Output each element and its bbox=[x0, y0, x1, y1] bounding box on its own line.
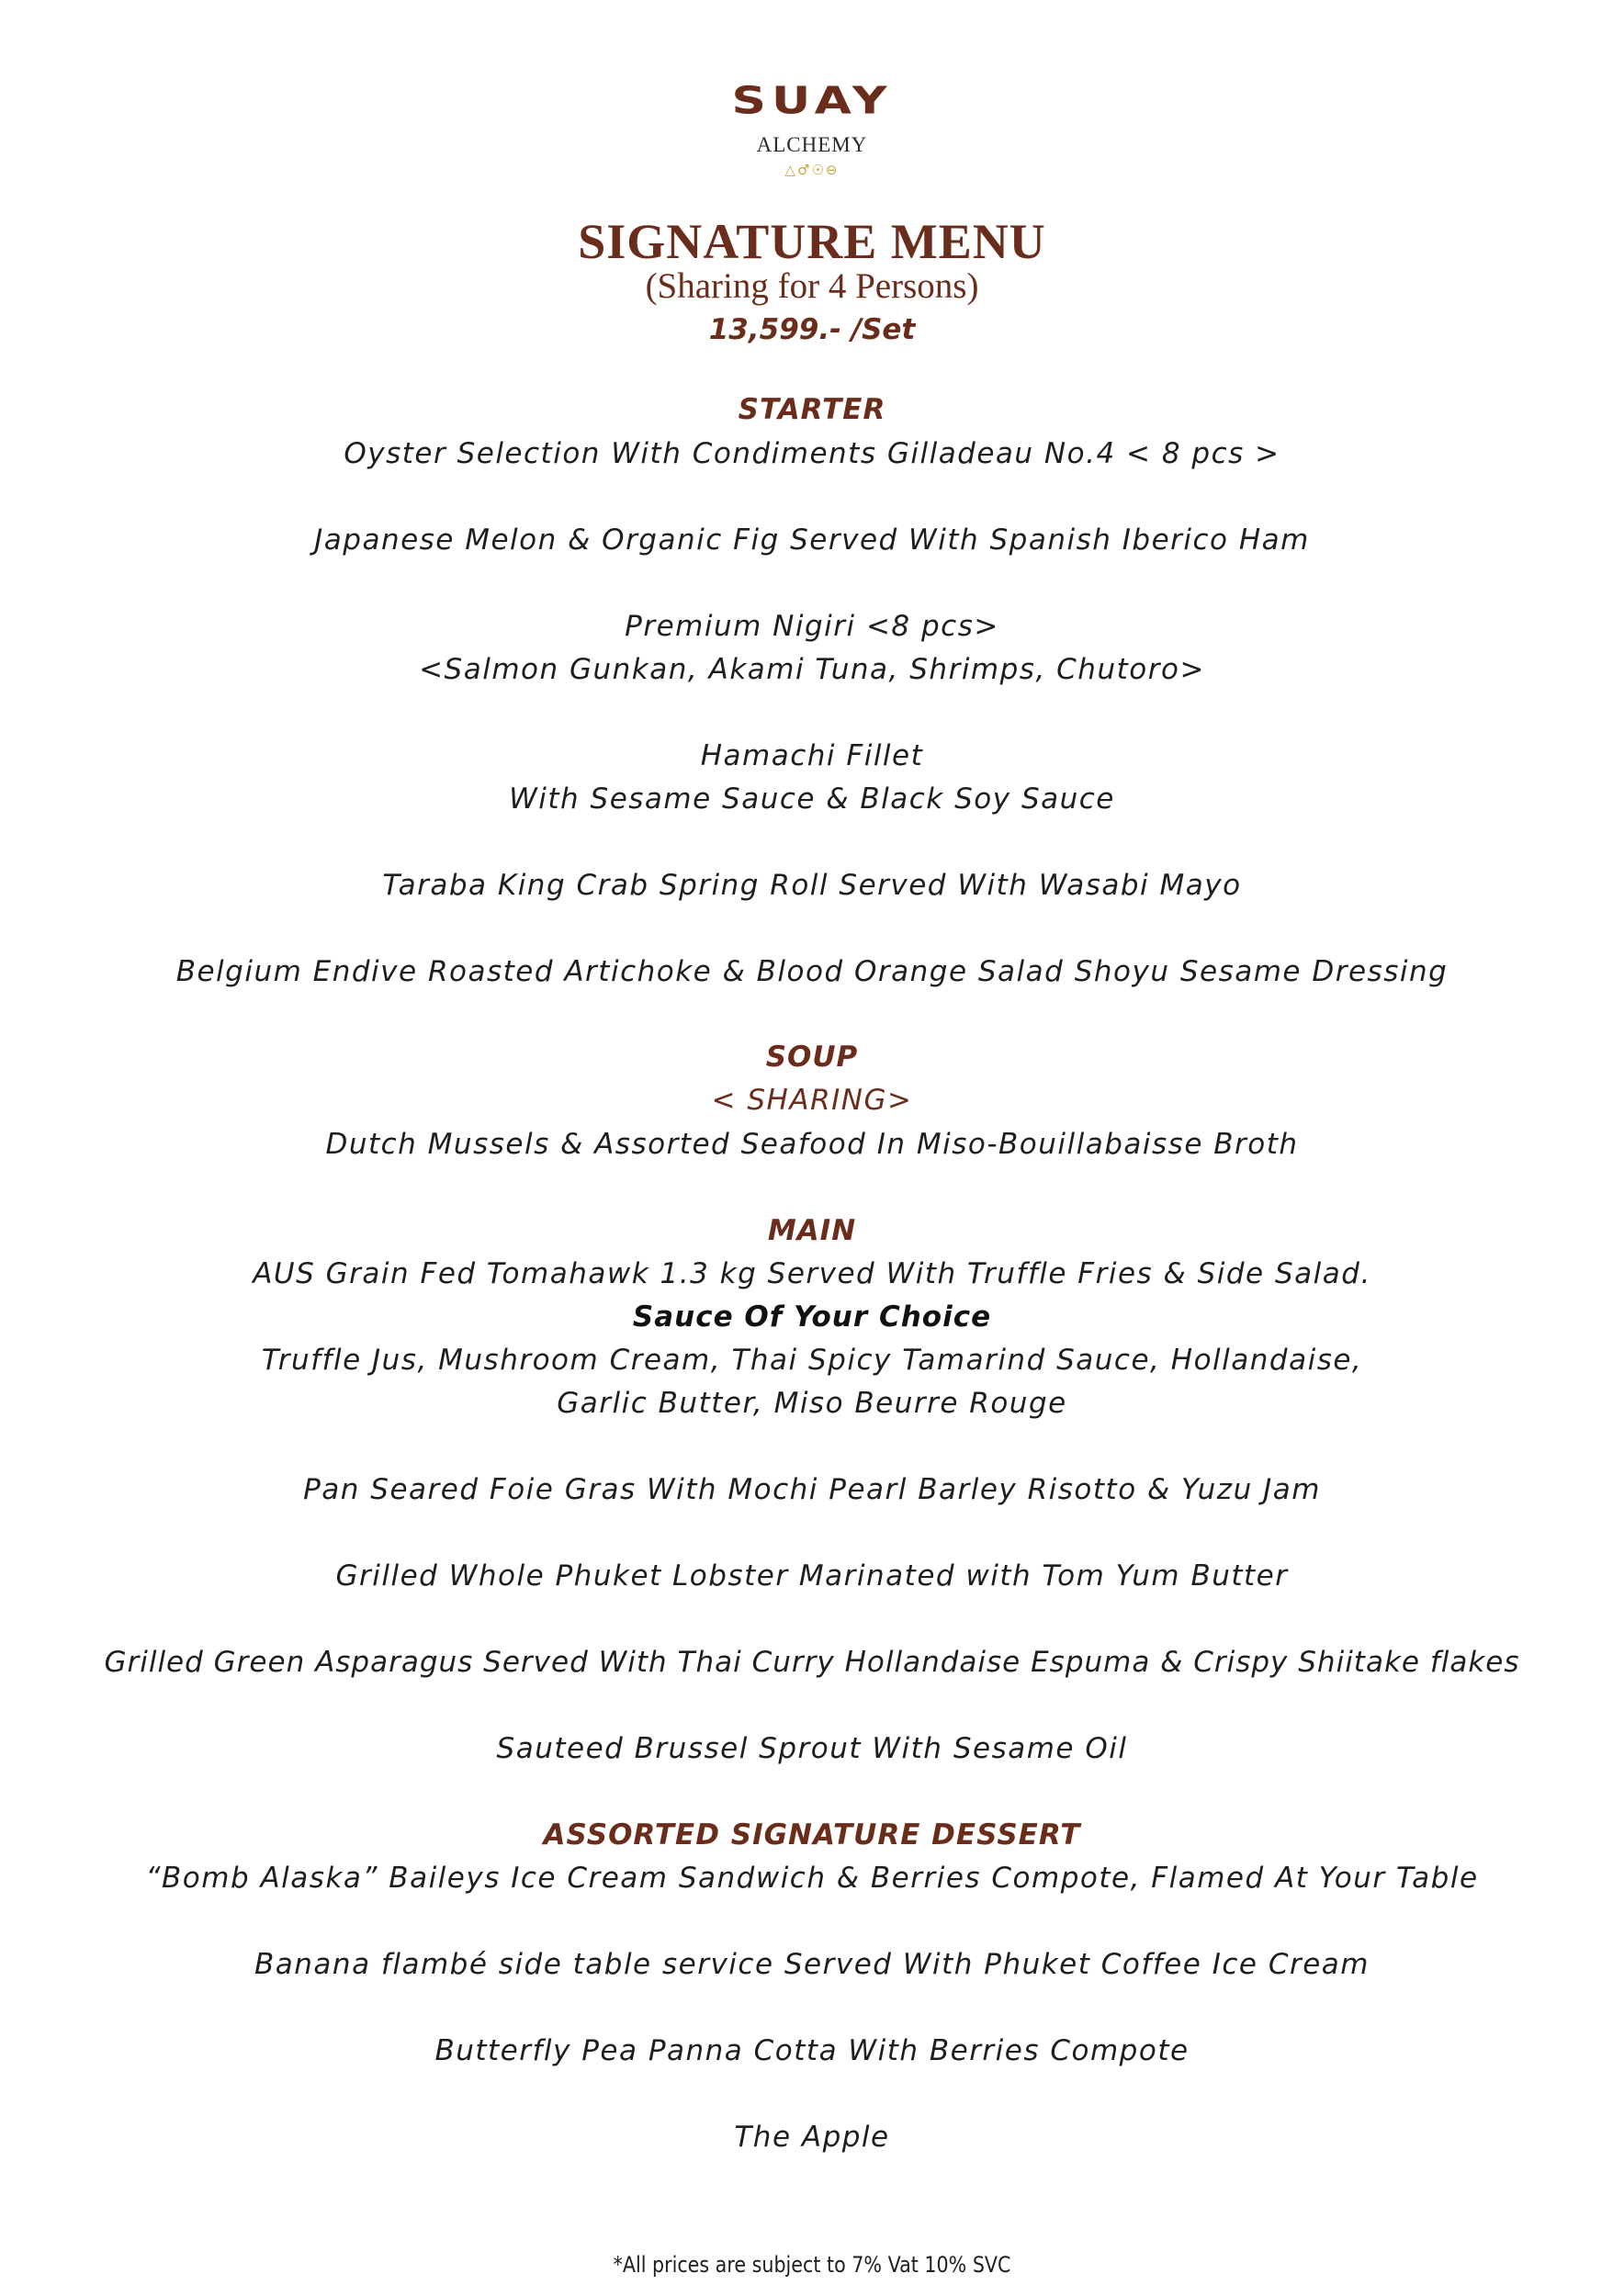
menu-subtitle: (Sharing for 4 Persons) bbox=[645, 266, 979, 306]
menu-item: Premium Nigiri <8 pcs> bbox=[625, 610, 999, 643]
menu-item: Sauteed Brussel Sprout With Sesame Oil bbox=[496, 1732, 1128, 1765]
menu-item: The Apple bbox=[734, 2121, 890, 2154]
brand-logo: SUAY bbox=[731, 79, 893, 123]
menu-item-detail: Truffle Jus, Mushroom Cream, Thai Spicy Tamarind Sauce, Hollandaise, bbox=[261, 1344, 1363, 1377]
menu-item: Oyster Selection With Condiments Gilladeau No.4 < 8 pcs > bbox=[344, 437, 1280, 470]
menu-item: Banana flambé side table service Served With Phuket Coffee Ice Cream bbox=[254, 1948, 1370, 1981]
menu-item: “Bomb Alaska” Baileys Ice Cream Sandwich & Berries Compote, Flamed At Your Table bbox=[145, 1862, 1479, 1895]
set-price: 13,599.- /Set bbox=[708, 313, 916, 346]
section-heading-soup: SOUP bbox=[765, 1041, 859, 1074]
menu-item: AUS Grain Fed Tomahawk 1.3 kg Served With Truffle Fries & Side Salad. bbox=[253, 1257, 1371, 1290]
section-heading-starter: STARTER bbox=[738, 393, 886, 426]
menu-item: Pan Seared Foie Gras With Mochi Pearl Barley Risotto & Yuzu Jam bbox=[303, 1473, 1321, 1506]
menu-item: Grilled Green Asparagus Served With Thai Curry Hollandaise Espuma & Crispy Shiitake flakes bbox=[104, 1646, 1520, 1679]
menu-item: Grilled Whole Phuket Lobster Marinated with Tom Yum Butter bbox=[335, 1559, 1289, 1593]
menu-title: SIGNATURE MENU bbox=[578, 214, 1046, 269]
menu-item-detail: Garlic Butter, Miso Beurre Rouge bbox=[557, 1387, 1067, 1420]
menu-item: Butterfly Pea Panna Cotta With Berries Compote bbox=[434, 2034, 1190, 2067]
menu-item: Belgium Endive Roasted Artichoke & Blood Orange Salad Shoyu Sesame Dressing bbox=[175, 955, 1449, 988]
section-heading-main: MAIN bbox=[767, 1214, 857, 1247]
alchemy-symbols-icon: △♂☉⊖ bbox=[784, 162, 840, 178]
menu-item: Dutch Mussels & Assorted Seafood In Miso-Bouillabaisse Broth bbox=[325, 1128, 1299, 1161]
brand-subtitle: ALCHEMY bbox=[756, 133, 868, 156]
sauce-choice-label: Sauce Of Your Choice bbox=[632, 1300, 992, 1334]
section-heading-dessert: ASSORTED SIGNATURE DESSERT bbox=[543, 1818, 1081, 1851]
menu-item: Taraba King Crab Spring Roll Served With Wasabi Mayo bbox=[382, 869, 1242, 902]
menu-item-detail: <Salmon Gunkan, Akami Tuna, Shrimps, Chutoro> bbox=[419, 653, 1205, 686]
menu-item-detail: With Sesame Sauce & Black Soy Sauce bbox=[509, 782, 1115, 816]
sharing-note: < SHARING> bbox=[711, 1084, 913, 1117]
menu-item: Hamachi Fillet bbox=[700, 739, 924, 772]
menu-item: Japanese Melon & Organic Fig Served With Spanish Iberico Ham bbox=[314, 523, 1310, 557]
tax-note: *All prices are subject to 7% Vat 10% SVC bbox=[613, 2252, 1011, 2278]
